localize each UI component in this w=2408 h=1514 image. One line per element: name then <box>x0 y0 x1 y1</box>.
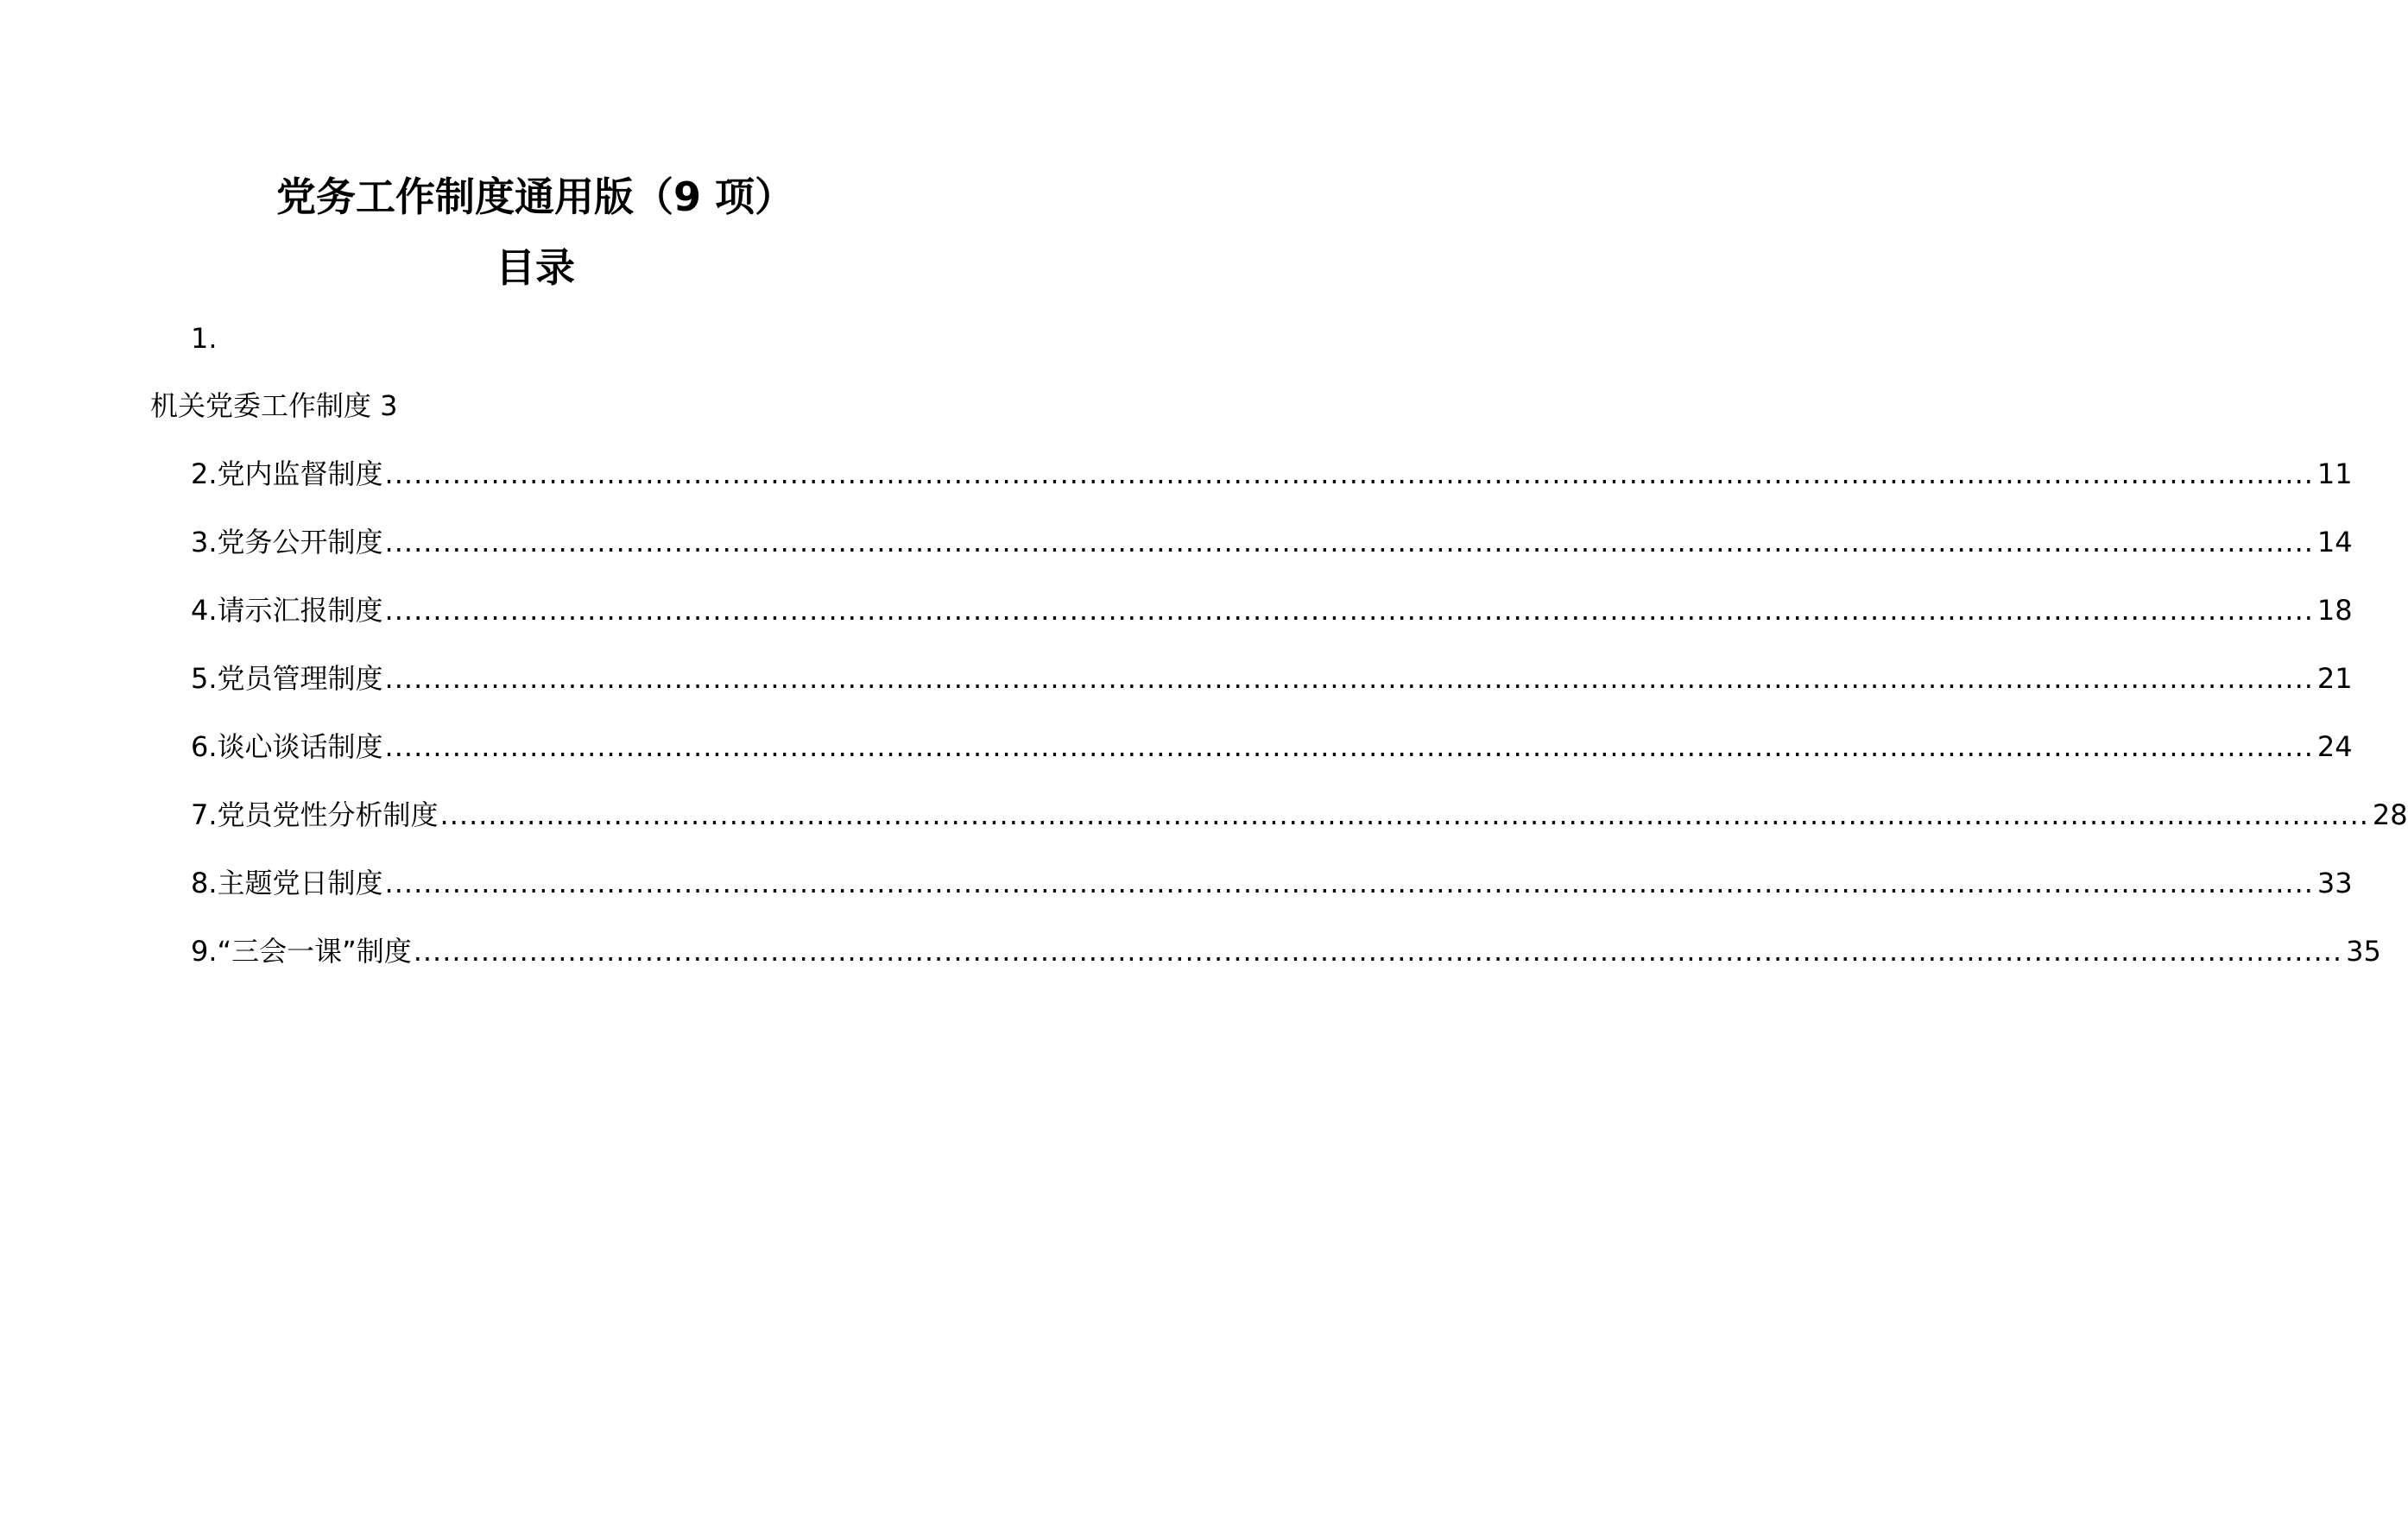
toc-entry-3[interactable] <box>191 523 2353 561</box>
dot-leader: ........................................................................................................................................................................................................ <box>439 798 2369 831</box>
toc-heading: 目录 <box>496 244 575 291</box>
dot-leader: ........................................................................................................................................................................................................ <box>384 457 2314 490</box>
toc-entry-page: 21 <box>2316 662 2353 695</box>
toc-entry-label: 4.请示汇报制度 <box>191 594 383 627</box>
dot-leader: ........................................................................................................................................................................................................ <box>384 526 2314 558</box>
toc-item-1-number: 1. <box>191 322 218 355</box>
toc-entry-label: 2.党内监督制度 <box>191 457 383 490</box>
dot-leader: ........................................................................................................................................................................................................ <box>384 730 2314 763</box>
toc-entry-label: 9.“三会一课”制度 <box>191 935 412 968</box>
toc-entry-7[interactable] <box>191 796 2408 834</box>
toc-entry-page: 33 <box>2316 867 2353 899</box>
toc-entry-label: 3.党务公开制度 <box>191 526 383 558</box>
toc-entry-label: 8.主题党日制度 <box>191 867 383 899</box>
toc-entry-page: 24 <box>2316 730 2353 763</box>
toc-entry-2[interactable] <box>191 455 2353 493</box>
toc-entry-9[interactable] <box>191 932 2381 970</box>
toc-entry-page: 14 <box>2316 526 2353 558</box>
toc-entry-label: 5.党员管理制度 <box>191 662 383 695</box>
toc-entry-page: 11 <box>2316 457 2353 490</box>
dot-leader: ........................................................................................................................................................................................................ <box>384 662 2314 695</box>
toc-entry-label: 7.党员党性分析制度 <box>191 798 439 831</box>
dot-leader: ........................................................................................................................................................................................................ <box>384 594 2314 627</box>
document-title: 党务工作制度通用版（9 项） <box>275 173 795 220</box>
dot-leader: ........................................................................................................................................................................................................ <box>413 935 2343 968</box>
toc-entry-8[interactable] <box>191 864 2353 902</box>
toc-entry-6[interactable] <box>191 728 2353 766</box>
dot-leader: ........................................................................................................................................................................................................ <box>384 867 2314 899</box>
toc-entry-4[interactable] <box>191 591 2353 629</box>
toc-entry-label: 6.谈心谈话制度 <box>191 730 383 763</box>
toc-entry-page: 18 <box>2316 594 2353 627</box>
toc-entry-page: 28 <box>2372 798 2408 831</box>
toc-entry-5[interactable] <box>191 659 2353 697</box>
toc-entry-page: 35 <box>2346 935 2381 968</box>
toc-item-1-text: 机关党委工作制度 3 <box>150 389 398 422</box>
